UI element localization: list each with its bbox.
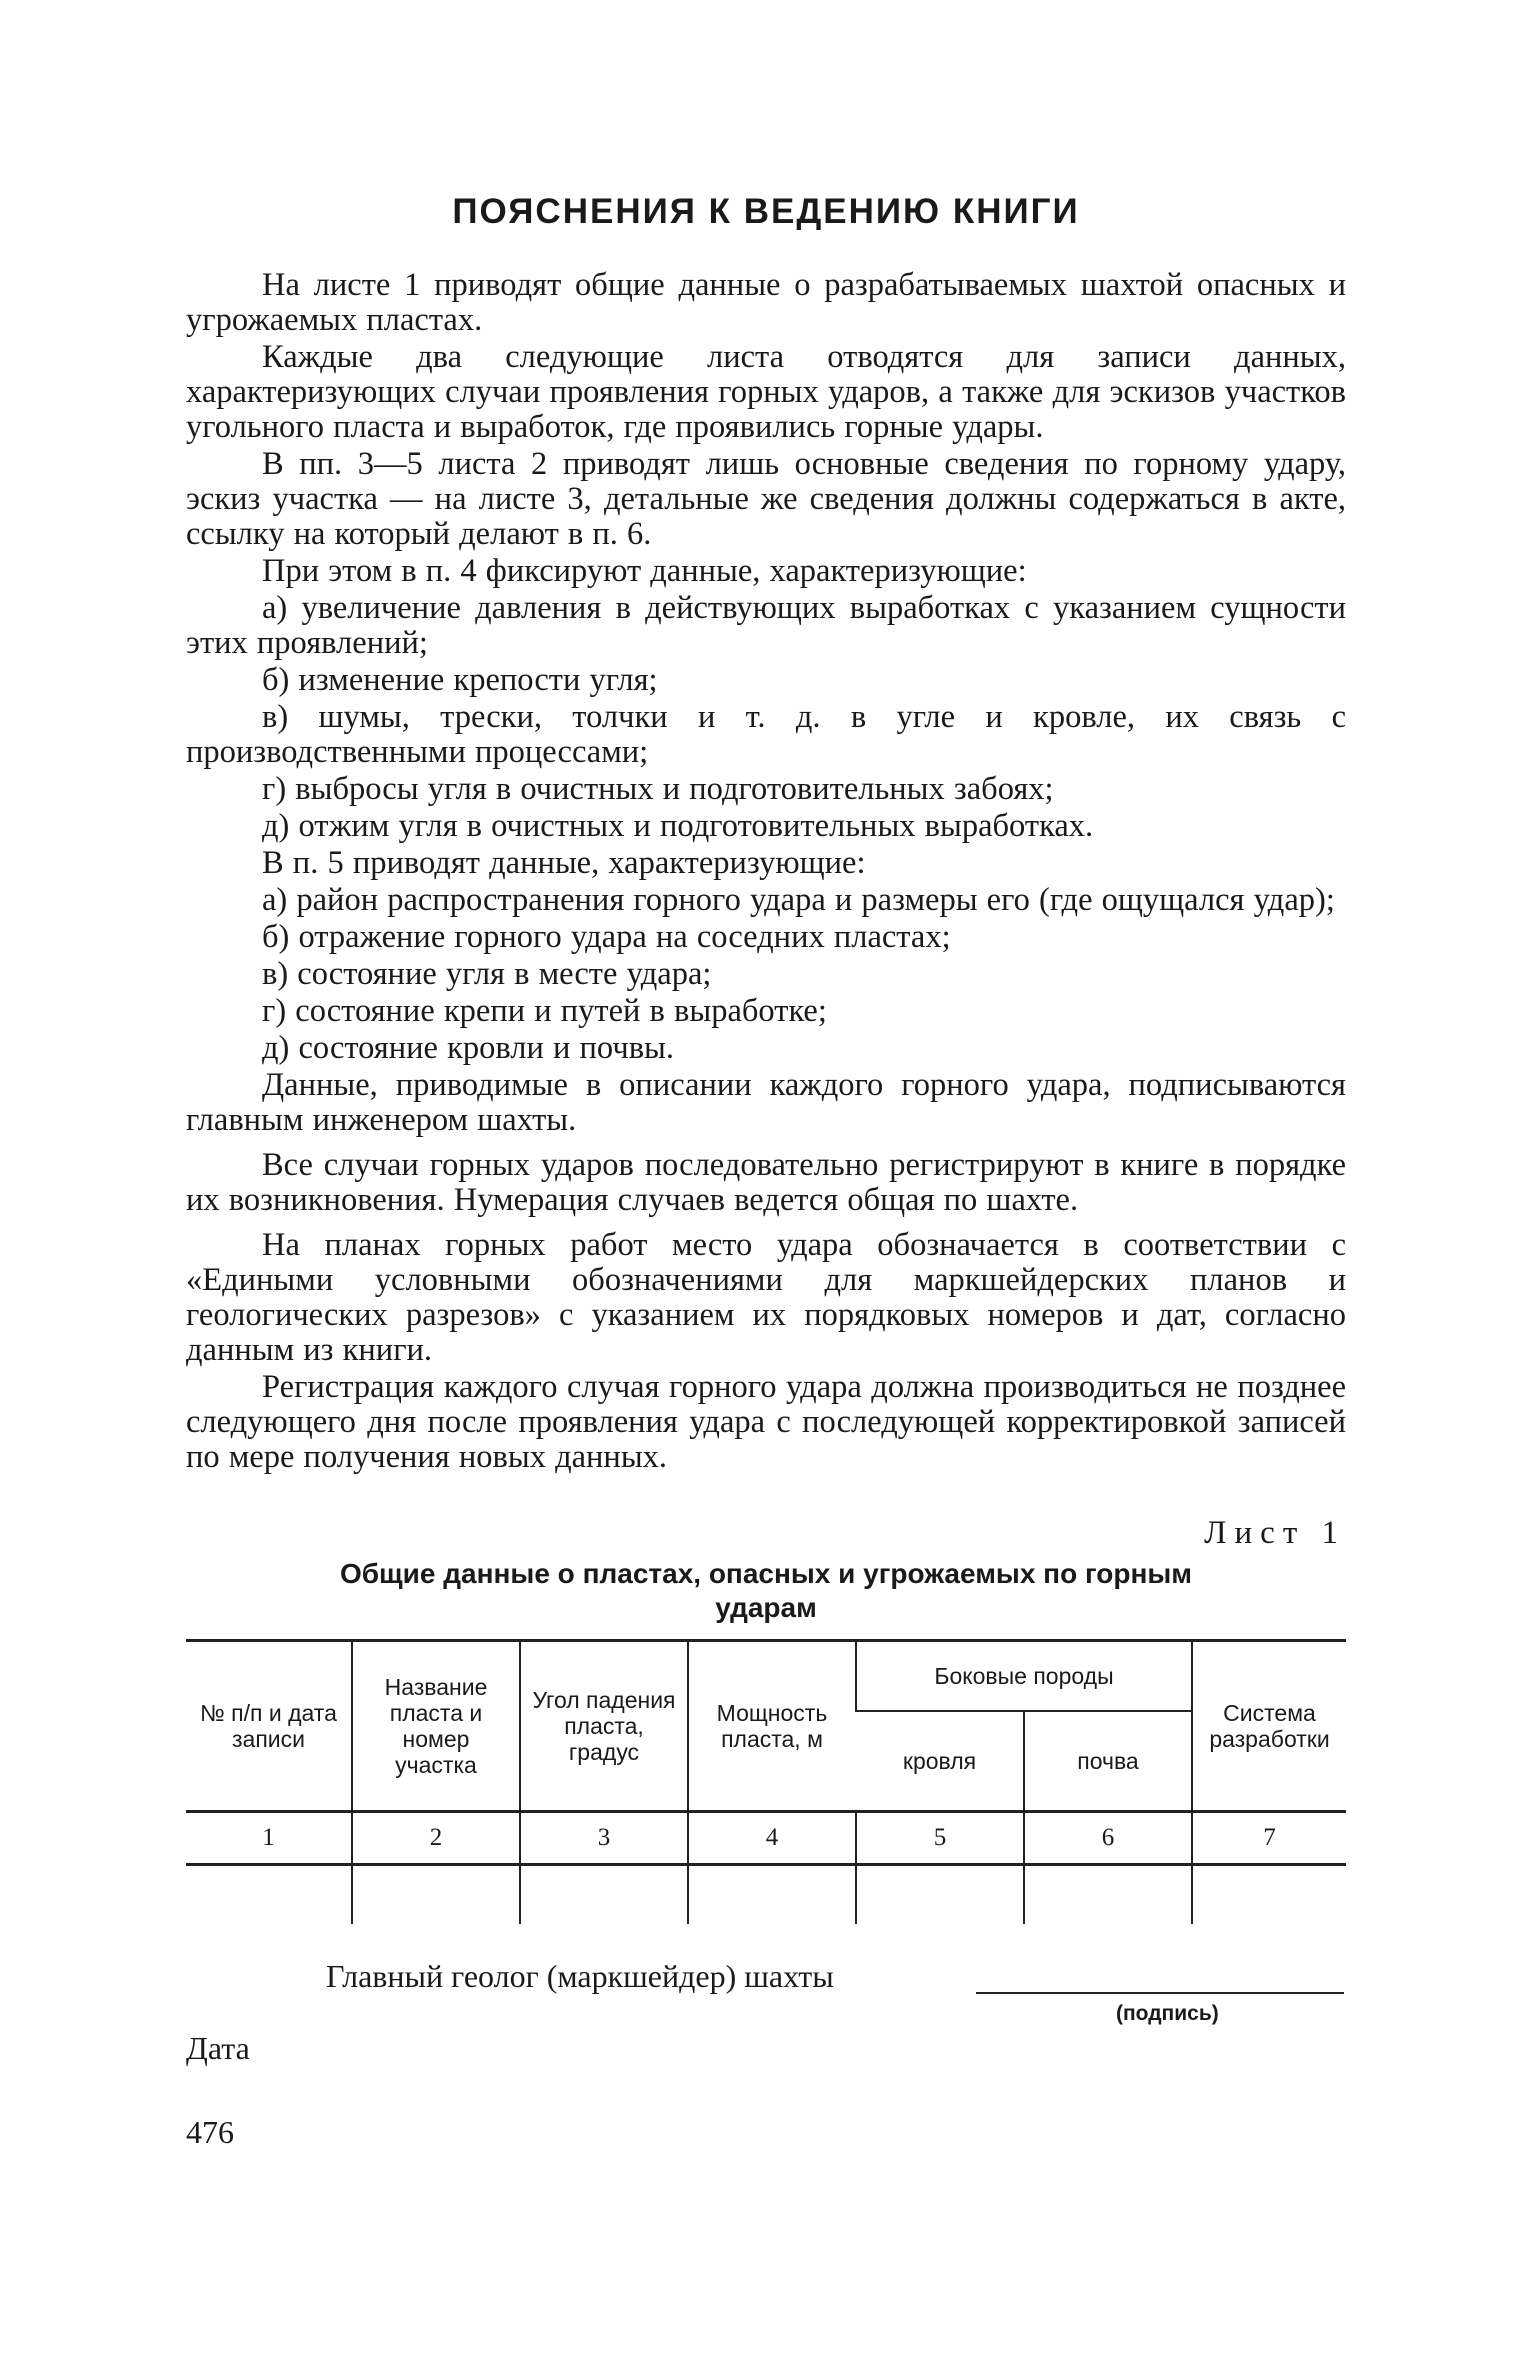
column-number-row <box>186 1812 1346 1865</box>
column-number: 7 <box>1192 1812 1346 1865</box>
list-item: а) район распространения горного удара и размеры его (где ощущался удар); <box>262 882 1335 918</box>
column-number: 5 <box>856 1812 1024 1865</box>
list-item: д) состояние кровли и почвы. <box>262 1030 674 1066</box>
column-number: 3 <box>520 1812 688 1865</box>
list-item: а) увеличение давления в действующих выработках с указанием сущности этих проявлений; <box>186 590 1346 661</box>
paragraph: При этом в п. 4 фиксируют данные, характеризующие: <box>262 553 1027 589</box>
signature-label: Главный геолог (маркшейдер) шахты <box>326 1958 834 1994</box>
page-number: 476 <box>186 2114 234 2150</box>
paragraph: В пп. 3—5 листа 2 приводят лишь основные сведения по горному удару, эскиз участка — на листе 3, детальные же сведения должны содержаться в акте, ссылку на который делают в п. 6. <box>186 446 1346 552</box>
list-item: д) отжим угля в очистных и подготовительных выработках. <box>262 808 1094 844</box>
page-title: ПОЯСНЕНИЯ К ВЕДЕНИЮ КНИГИ <box>452 192 1080 231</box>
paragraph: На листе 1 приводят общие данные о разрабатываемых шахтой опасных и угрожаемых пластах. <box>186 267 1346 338</box>
empty-cell <box>186 1865 352 1925</box>
list-item: б) отражение горного удара на соседних пластах; <box>262 919 951 955</box>
list-item: г) выбросы угля в очистных и подготовительных забоях; <box>262 771 1054 807</box>
signature-line <box>976 1992 1344 1994</box>
col-header-floor: почва <box>1024 1711 1192 1812</box>
signature-caption: (подпись) <box>1116 2002 1219 2025</box>
col-header-side-rocks: Боковые породы <box>856 1641 1192 1712</box>
paragraph: Каждые два следующие листа отводятся для записи данных, характеризующих случаи проявления горных ударов, а также для эскизов участков угольного пласта и выработок, где проявились горные удары. <box>186 339 1346 445</box>
column-number: 1 <box>186 1812 352 1865</box>
sheet-label: Лист 1 <box>1204 1515 1346 1551</box>
empty-cell <box>856 1865 1024 1925</box>
list-item: в) состояние угля в месте удара; <box>262 956 712 992</box>
empty-entry-row <box>186 1865 1346 1925</box>
paragraph: Данные, приводимые в описании каждого горного удара, подписываются главным инженером шахты. <box>186 1067 1346 1138</box>
empty-cell <box>520 1865 688 1925</box>
date-label: Дата <box>186 2030 250 2066</box>
column-number: 4 <box>688 1812 856 1865</box>
empty-cell <box>352 1865 520 1925</box>
signature-block <box>186 1956 1346 2066</box>
col-header-dip-angle: Угол падения пласта, градус <box>520 1641 688 1812</box>
col-header-mining-system: Система разработки <box>1192 1641 1346 1812</box>
table-title: Общие данные о пластах, опасных и угрожаемых по горным ударам <box>339 1558 1193 1623</box>
col-header-roof: кровля <box>856 1711 1024 1812</box>
seams-table <box>186 1639 1346 1924</box>
col-header-number-date: № п/п и дата записи <box>186 1641 352 1812</box>
document-page <box>186 190 1346 2066</box>
column-number: 2 <box>352 1812 520 1865</box>
empty-cell <box>688 1865 856 1925</box>
list-item: в) шумы, трески, толчки и т. д. в угле и кровле, их связь с производственными процессами; <box>186 699 1346 770</box>
paragraph: Все случаи горных ударов последовательно регистрируют в книге в порядке их возникновения. Нумерация случаев ведется общая по шахте. <box>186 1147 1346 1218</box>
list-item: г) состояние крепи и путей в выработке; <box>262 993 827 1029</box>
col-header-thickness: Мощность пласта, м <box>688 1641 856 1812</box>
paragraph: В п. 5 приводят данные, характеризующие: <box>262 845 866 881</box>
empty-cell <box>1024 1865 1192 1925</box>
column-number: 6 <box>1024 1812 1192 1865</box>
empty-cell <box>1192 1865 1346 1925</box>
paragraph: На планах горных работ место удара обозначается в соответствии с «Едиными условными обозначениями для маркшейдерских планов и геологических разрезов» с указанием их порядковых номеров и дат, согласно данным из книги. <box>186 1227 1346 1368</box>
list-item: б) изменение крепости угля; <box>262 662 658 698</box>
col-header-seam-name: Название пласта и номер участка <box>352 1641 520 1812</box>
paragraph: Регистрация каждого случая горного удара должна производиться не позднее следующего дня после проявления удара с последующей корректировкой записей по мере получения новых данных. <box>186 1369 1346 1475</box>
